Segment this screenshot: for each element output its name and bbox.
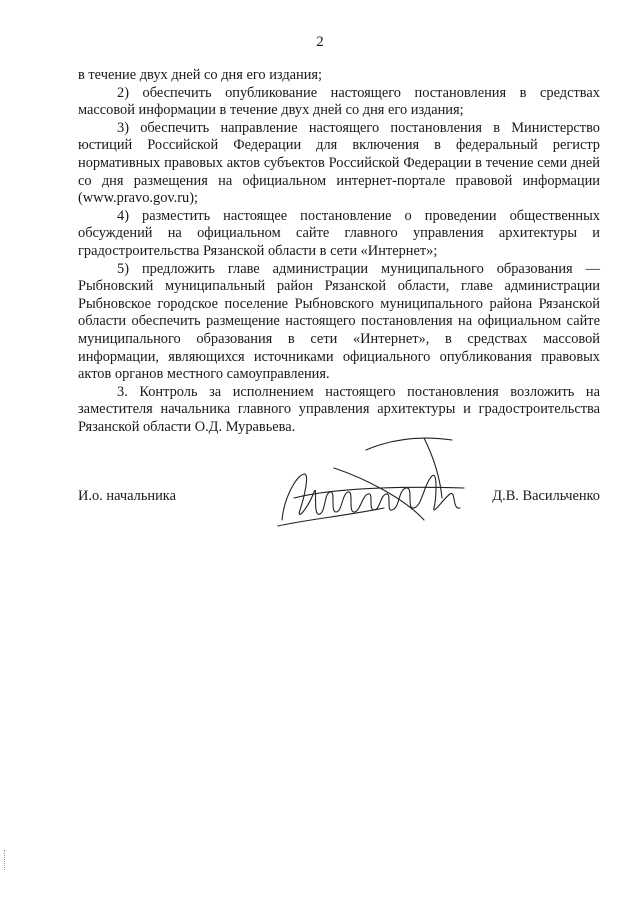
paragraph-item-3: 3) обеспечить направление настоящего постановления в Министерство юстиций Российской Федерации для включения в федеральный регистр нормативных правовых актов субъектов Российской Федерации в течение семи дней со дня размещения на официальном интернет-портале правовой информации (www.pravo.gov.ru); bbox=[78, 119, 600, 207]
document-body bbox=[78, 67, 600, 436]
page-number: 2 bbox=[316, 34, 324, 50]
paragraph-continuation: в течение двух дней со дня его издания; bbox=[78, 67, 323, 83]
paragraph-item-5: 5) предложить главе администрации муниципального образования — Рыбновский муниципальный район Рязанской области, главе администрации Рыбновское городское поселение Рыбновского муниципального района Рязанской области обеспечить размещение настоящего постановления на официальном сайте муниципального образования в сети «Интернет», в средствах массовой информации, являющихся источниками официального опубликования правовых актов органов местного самоуправления. bbox=[78, 260, 600, 383]
paragraph-item-2: 2) обеспечить опубликование настоящего постановления в средствах массовой информации в течение двух дней со дня его издания; bbox=[78, 84, 600, 119]
signatory-position: И.о. начальника bbox=[78, 488, 176, 504]
handwritten-signature bbox=[274, 428, 474, 548]
signature-block bbox=[78, 488, 600, 548]
signatory-name: Д.В. Васильченко bbox=[492, 488, 600, 504]
margin-mark bbox=[4, 850, 8, 870]
paragraph-control-clause: 3. Контроль за исполнением настоящего постановления возложить на заместителя начальника главного управления архитектуры и градостроительства Рязанской области О.Д. Муравьева. bbox=[78, 383, 600, 435]
paragraph-item-4: 4) разместить настоящее постановление о проведении общественных обсуждений на официальном сайте главного управления архитектуры и градостроительства Рязанской области в сети «Интернет»; bbox=[78, 207, 600, 259]
